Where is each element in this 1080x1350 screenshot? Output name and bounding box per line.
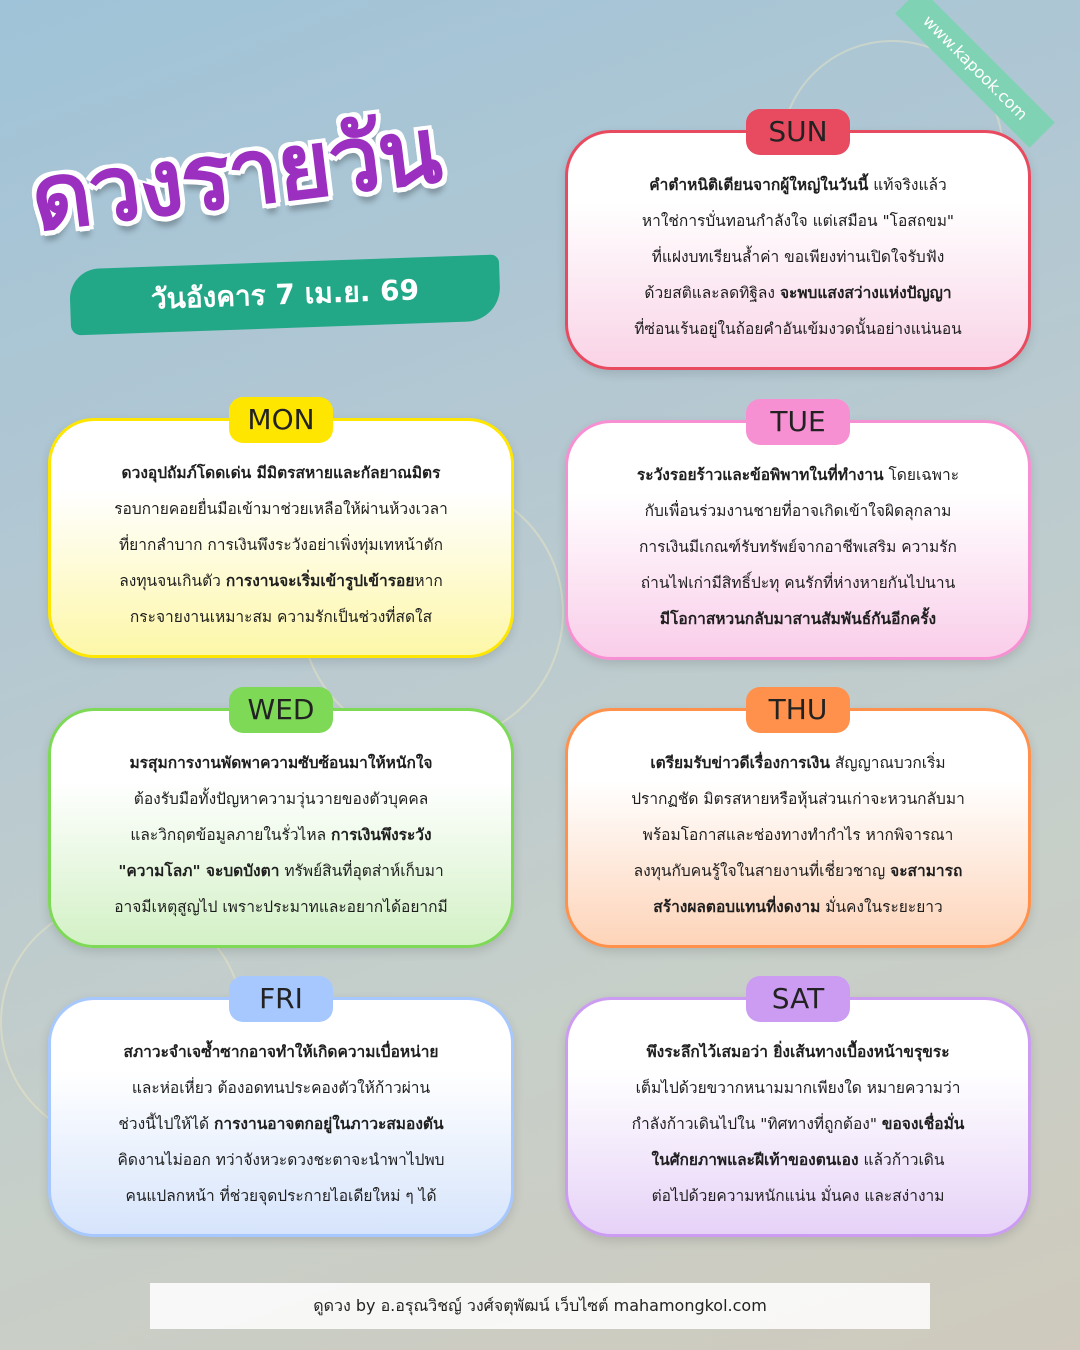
day-label: WED — [229, 687, 333, 733]
text-segment: พร้อมโอกาสและช่องทางทำกำไร หากพิจารณา — [642, 826, 954, 844]
day-label: SUN — [746, 109, 850, 155]
text-line — [578, 1178, 1018, 1214]
text-line — [61, 1142, 501, 1178]
text-segment: ช่วงนี้ไปให้ได้ — [118, 1115, 215, 1133]
text-segment: ที่แฝงบทเรียนล้ำค่า ขอเพียงท่านเปิดใจรับฟัง — [651, 248, 945, 266]
bold-text: สร้างผลตอบแทนที่งดงาม — [653, 898, 821, 916]
text-segment: กระจายงานเหมาะสม ความรักเป็นช่วงที่สดใส — [129, 608, 433, 626]
text-line — [61, 455, 501, 491]
horoscope-card-sun — [565, 115, 1031, 370]
bold-text: มรสุมการงานพัดพาความซับซ้อนมาให้หนักใจ — [129, 754, 433, 772]
text-line — [578, 1142, 1018, 1178]
text-segment: ลงทุนกับคนรู้ใจในสายงานที่เชี่ยวชาญ — [633, 862, 891, 880]
text-segment: รอบกายคอยยื่นมือเข้ามาช่วยเหลือให้ผ่านห้วงเวลา — [114, 500, 448, 518]
horoscope-text — [578, 167, 1018, 347]
horoscope-text — [61, 745, 501, 925]
text-segment: ต่อไปด้วยความหนักแน่น มั่นคง และสง่างาม — [651, 1187, 945, 1205]
bold-text: การเงินพึงระวัง — [331, 826, 432, 844]
bold-text: ขอจงเชื่อมั่น — [881, 1115, 965, 1133]
text-segment: และห่อเหี่ยว ต้องอดทนประคองตัวให้ก้าวผ่าน — [131, 1079, 431, 1097]
text-line — [61, 1178, 501, 1214]
bold-text: พึงระลึกไว้เสมอว่า ยิ่งเส้นทางเบื้องหน้าขรุขระ — [646, 1043, 950, 1061]
text-line — [578, 529, 1018, 565]
horoscope-text — [578, 1034, 1018, 1214]
text-segment: เต็มไปด้วยขวากหนามมากเพียงใด หมายความว่า — [635, 1079, 961, 1097]
text-line — [578, 493, 1018, 529]
horoscope-text — [578, 745, 1018, 925]
text-segment: กำลังก้าวเดินไปใน "ทิศทางที่ถูกต้อง" — [631, 1115, 882, 1133]
bold-text: การงานจะเริ่มเข้ารูปเข้ารอย — [225, 572, 415, 590]
bold-text: มีโอกาสหวนกลับมาสานสัมพันธ์กันอีกครั้ง — [659, 610, 937, 628]
horoscope-card-mon — [48, 403, 514, 658]
text-segment: อาจมีเหตุสูญไป เพราะประมาทและอยากได้อยากมี — [114, 898, 448, 916]
text-segment: หาก — [414, 572, 443, 590]
day-label: MON — [229, 397, 333, 443]
bold-text: การงานอาจตกอยู่ในภาวะสมองตัน — [214, 1115, 444, 1133]
text-segment: แล้วก้าวเดิน — [858, 1151, 945, 1169]
text-line — [578, 889, 1018, 925]
text-line — [578, 817, 1018, 853]
text-line — [61, 745, 501, 781]
text-line — [61, 817, 501, 853]
text-line — [61, 563, 501, 599]
watermark-ribbon: www.kapook.com — [895, 0, 1055, 148]
horoscope-card-fri — [48, 982, 514, 1237]
bold-text: ดวงอุปถัมภ์โดดเด่น มีมิตรสหายและกัลยาณมิตร — [121, 464, 441, 482]
text-line — [61, 491, 501, 527]
text-segment: แท้จริงแล้ว — [868, 176, 947, 194]
day-label: TUE — [746, 399, 850, 445]
horoscope-card-sat — [565, 982, 1031, 1237]
text-segment: ด้วยสติและลดทิฐิลง — [644, 284, 780, 302]
text-line — [578, 275, 1018, 311]
text-line — [578, 457, 1018, 493]
text-segment: คิดงานไม่ออก ทว่าจังหวะดวงชะตาจะนำพาไปพบ — [117, 1151, 445, 1169]
text-line — [578, 565, 1018, 601]
text-segment: คนแปลกหน้า ที่ช่วยจุดประกายไอเดียใหม่ ๆ ได้ — [125, 1187, 437, 1205]
text-segment: และวิกฤตข้อมูลภายในรั่วไหล — [130, 826, 331, 844]
horoscope-card-wed — [48, 693, 514, 948]
bold-text: คำตำหนิติเตียนจากผู้ใหญ่ในวันนี้ — [649, 176, 869, 194]
text-segment: ที่ซ่อนเร้นอยู่ในถ้อยคำอันเข้มงวดนั้นอย่างแน่นอน — [634, 320, 962, 338]
bold-text: เตรียมรับข่าวดีเรื่องการเงิน — [650, 754, 830, 772]
text-line — [578, 1106, 1018, 1142]
text-line — [578, 853, 1018, 889]
text-line — [578, 1070, 1018, 1106]
text-segment: ปรากฏชัด มิตรสหายหรือหุ้นส่วนเก่าจะหวนกลับมา — [631, 790, 965, 808]
day-label: SAT — [746, 976, 850, 1022]
text-line — [61, 1070, 501, 1106]
text-line — [578, 601, 1018, 637]
bold-text: ในศักยภาพและฝีเท้าของตนเอง — [651, 1151, 859, 1169]
horoscope-card-thu — [565, 693, 1031, 948]
text-line — [578, 311, 1018, 347]
text-line — [61, 1034, 501, 1070]
text-segment: หาใช่การบั่นทอนกำลังใจ แต่เสมือน "โอสถขม" — [641, 212, 955, 230]
text-segment: ถ่านไฟเก่ามีสิทธิ์ปะทุ คนรักที่ห่างหายกันไปนาน — [640, 574, 956, 592]
text-line — [578, 239, 1018, 275]
text-segment: การเงินมีเกณฑ์รับทรัพย์จากอาชีพเสริม ความรัก — [639, 538, 957, 556]
text-line — [61, 781, 501, 817]
text-line — [578, 1034, 1018, 1070]
bold-text: "ความโลภ" จะบดบังตา — [118, 862, 280, 880]
text-segment: ที่ยากลำบาก การเงินพึงระวังอย่าเพิ่งทุ่มเทหน้าตัก — [118, 536, 444, 554]
bold-text: จะสามารถ — [890, 862, 963, 880]
text-segment: ต้องรับมือทั้งปัญหาความวุ่นวายของตัวบุคคล — [133, 790, 429, 808]
text-line — [578, 745, 1018, 781]
text-line — [578, 167, 1018, 203]
horoscope-card-tue — [565, 405, 1031, 660]
text-line — [61, 853, 501, 889]
bold-text: ระวังรอยร้าวและข้อพิพาทในที่ทำงาน — [636, 466, 884, 484]
footer-credit: ดูดวง by อ.อรุณวิชญ์ วงศ์จตุพัฒน์ เว็บไซต์ mahamongkol.com — [150, 1283, 930, 1329]
text-line — [578, 781, 1018, 817]
text-segment: สัญญาณบวกเริ่ม — [829, 754, 946, 772]
text-segment: มั่นคงในระยะยาว — [820, 898, 943, 916]
text-line — [61, 527, 501, 563]
text-segment: ลงทุนจนเกินตัว — [119, 572, 226, 590]
horoscope-text — [61, 455, 501, 635]
day-label: THU — [746, 687, 850, 733]
date-banner: วันอังคาร 7 เม.ย. 69 — [69, 255, 501, 336]
bold-text: จะพบแสงสว่างแห่งปัญญา — [779, 284, 952, 302]
text-line — [61, 889, 501, 925]
text-segment: กับเพื่อนร่วมงานชายที่อาจเกิดเข้าใจผิดลุกลาม — [644, 502, 952, 520]
text-line — [578, 203, 1018, 239]
day-label: FRI — [229, 976, 333, 1022]
text-segment: โดยเฉพาะ — [883, 466, 960, 484]
bold-text: สภาวะจำเจซ้ำซากอาจทำให้เกิดความเบื่อหน่าย — [123, 1043, 439, 1061]
text-line — [61, 599, 501, 635]
horoscope-text — [578, 457, 1018, 637]
page-title: ดวงรายวัน — [25, 96, 445, 253]
text-line — [61, 1106, 501, 1142]
horoscope-text — [61, 1034, 501, 1214]
text-segment: ทรัพย์สินที่อุตส่าห์เก็บมา — [279, 862, 444, 880]
